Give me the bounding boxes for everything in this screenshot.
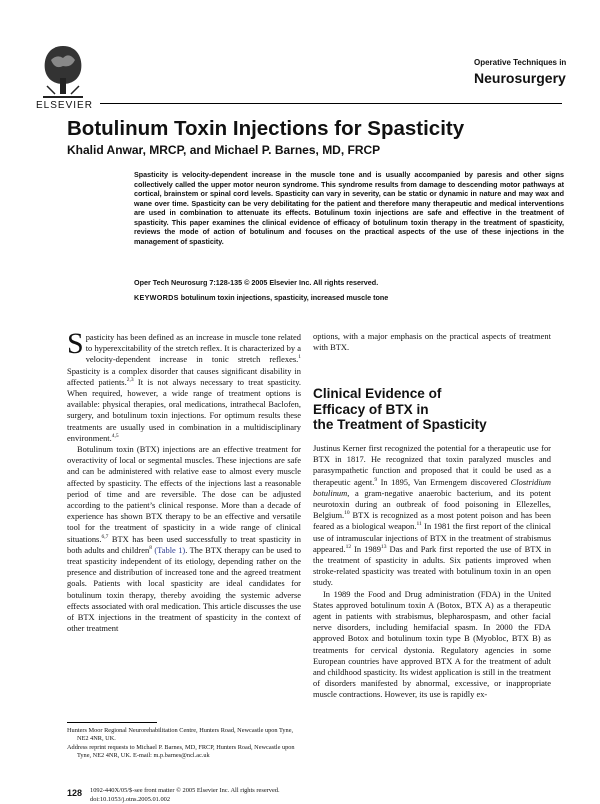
citation: Oper Tech Neurosurg 7:128-135 © 2005 Elsevier Inc. All rights reserved. xyxy=(134,278,564,287)
footnotes xyxy=(67,722,301,761)
continued-paragraph: options, with a major emphasis on the practical aspects of treatment with BTX. xyxy=(313,331,551,353)
page-number: 128 xyxy=(67,788,82,798)
journal-name: Neurosurgery xyxy=(474,70,566,86)
affiliation-footnote: Hunters Moor Regional Neurorehabilitation Centre, Hunters Road, Newcastle upon Tyne, NE2 4NR, UK. xyxy=(67,727,301,743)
publisher-name: ELSEVIER xyxy=(36,100,93,111)
left-column xyxy=(67,332,301,634)
btx-paragraph: Botulinum toxin (BTX) injections are an effective treatment for overactivity of local or segmental muscles. These injections are safe and can be administered with relative ease to almost every muscle affected by spasticity. The effects of the injections last a reasonable period of time and are reversible. The dose can be adjusted according to the patient’s clinical response. More than a decade of experience has shown BTX therapy to be an effective and versatile tool for the treatment of spasticity in a wide range of clinical situations.$^{6,7}$ BTX has been used successfully to treat spasticity in both adults and children$^8$ (Table 1). The BTX therapy can be used to treat spasticity independent of its etiology, depending rather on the presence and distribution of increased tone and the agreed treatment goals. Patients with local spasticity are ideal candidates for botulinum toxin therapy, thereby avoiding the systemic adverse effects associated with oral medication. This article discusses the use of BTX injections in the treatment of spasticity in the context of other treatment xyxy=(67,444,301,634)
intro-paragraph: Spasticity has been defined as an increase in muscle tone related to hyperexcitability of the stretch reflex. It is characterized by a velocity-dependent increase in tonic stretch reflexes.$^1$ Spasticity is a complex disorder that causes significant disability in affected patients.$^{2,3}$ It is not always necessary to treat spasticity. When required, however, a wide range of treatment options is available: physical therapies, oral medications, intrathecal Baclofen, surgery, and botulinum toxin injections. For optimum results these treatments are usually used in combination in a multidisciplinary environment.$^{4,5}$ xyxy=(67,332,301,444)
issn-line: 1092-440X/05/$-see front matter © 2005 Elsevier Inc. All rights reserved. xyxy=(90,787,280,796)
section-heading: Clinical Evidence of Efficacy of BTX in the Treatment of Spasticity xyxy=(313,386,551,433)
table-1-link[interactable]: (Table 1) xyxy=(154,545,185,555)
header-rule xyxy=(100,103,562,104)
keywords-list: botulinum toxin injections, spasticity, increased muscle tone xyxy=(181,293,389,302)
history-paragraph: Justinus Kerner first recognized the potential for a therapeutic use for BTX in 1817. He recognized that toxin paralyzed muscles and parasympathetic function and proposed that it could be used as a therapeutic agent.$^9$ In 1895, Van Ermengem discovered Clostridium botulinum, a gram-negative anaerobic bacterium, and its potent neurotoxin during an outbreak of food poisoning in Ellezelles, Belgium.$^{10}$ BTX is recognized as a most potent poison and has been feared as a biological weapon.$^{11}$ In 1981 the first report of the clinical use of intramuscular injections of BTX in the treatment of strabismus appeared.$^{12}$ In 1989$^{13}$ Das and Park first reported the use of BTX in the treatment of spasticity in adults. Six patients improved when stroke-related spasticity was treated with botulinum toxin in an open study. xyxy=(313,443,551,589)
abstract: Spasticity is velocity-dependent increase in the muscle tone and is usually accompanied by paresis and other signs collectively called the upper motor neuron syndrome. This syndrome results from damage to descending motor pathways at cortical, brainstem or spinal cord levels. Spasticity can vary in severity, can be static or dynamic in nature and may wax and wane over time. Spasticity can be very debilitating for the patient and therefore many therapeutic and medical interventions are used in combination to attenuate its effects. Botulinum toxin injections are safe and effective in the treatment of spasticity. This paper examines the clinical evidence of efficacy of botulinum toxin therapy in the treatment of spasticity, reviews the mode of action of botulinum and focuses on the practical aspects of the use of these injections in the management of spasticity. xyxy=(134,170,564,246)
right-column xyxy=(313,331,551,701)
article-authors: Khalid Anwar, MRCP, and Michael P. Barnes, MD, FRCP xyxy=(67,143,380,157)
address-footnote: Address reprint requests to Michael P. Barnes, MD, FRCP, Hunters Road, Newcastle upon Tyne, NE2 4NR, UK. E-mail: m.p.barnes@ncl.ac.uk xyxy=(67,744,301,760)
footnote-rule xyxy=(67,722,157,723)
keywords-label: KEYWORDS xyxy=(134,293,179,302)
elsevier-tree-logo-icon xyxy=(37,40,89,102)
journal-prefix: Operative Techniques in xyxy=(474,58,566,67)
article-title: Botulinum Toxin Injections for Spasticity xyxy=(67,117,464,141)
footer-text xyxy=(90,787,280,804)
drop-cap: S xyxy=(67,333,84,355)
keywords xyxy=(134,293,564,302)
doi-line: doi:10.1053/j.otns.2005.01.002 xyxy=(90,796,280,804)
fda-paragraph: In 1989 the Food and Drug administration (FDA) in the United States approved botulinum toxin A (Botox, BTX A) as a therapeutic agent in patients with strabismus, blepharospasm, and other facial nerve disorders, including hemifacial spasm. In 2000 the FDA approved Botox and botulinum toxin type B (Myobloc, BTX B) as treatments for cervical dystonia. Regulatory agencies in some European countries have approved BTX A for the treatment of adult and childhood spasticity. Its widest application is still in the treatment of disorders manifested by abnormal, excessive, or inappropriate muscle contractions. However, its use is rapidly ex- xyxy=(313,589,551,701)
